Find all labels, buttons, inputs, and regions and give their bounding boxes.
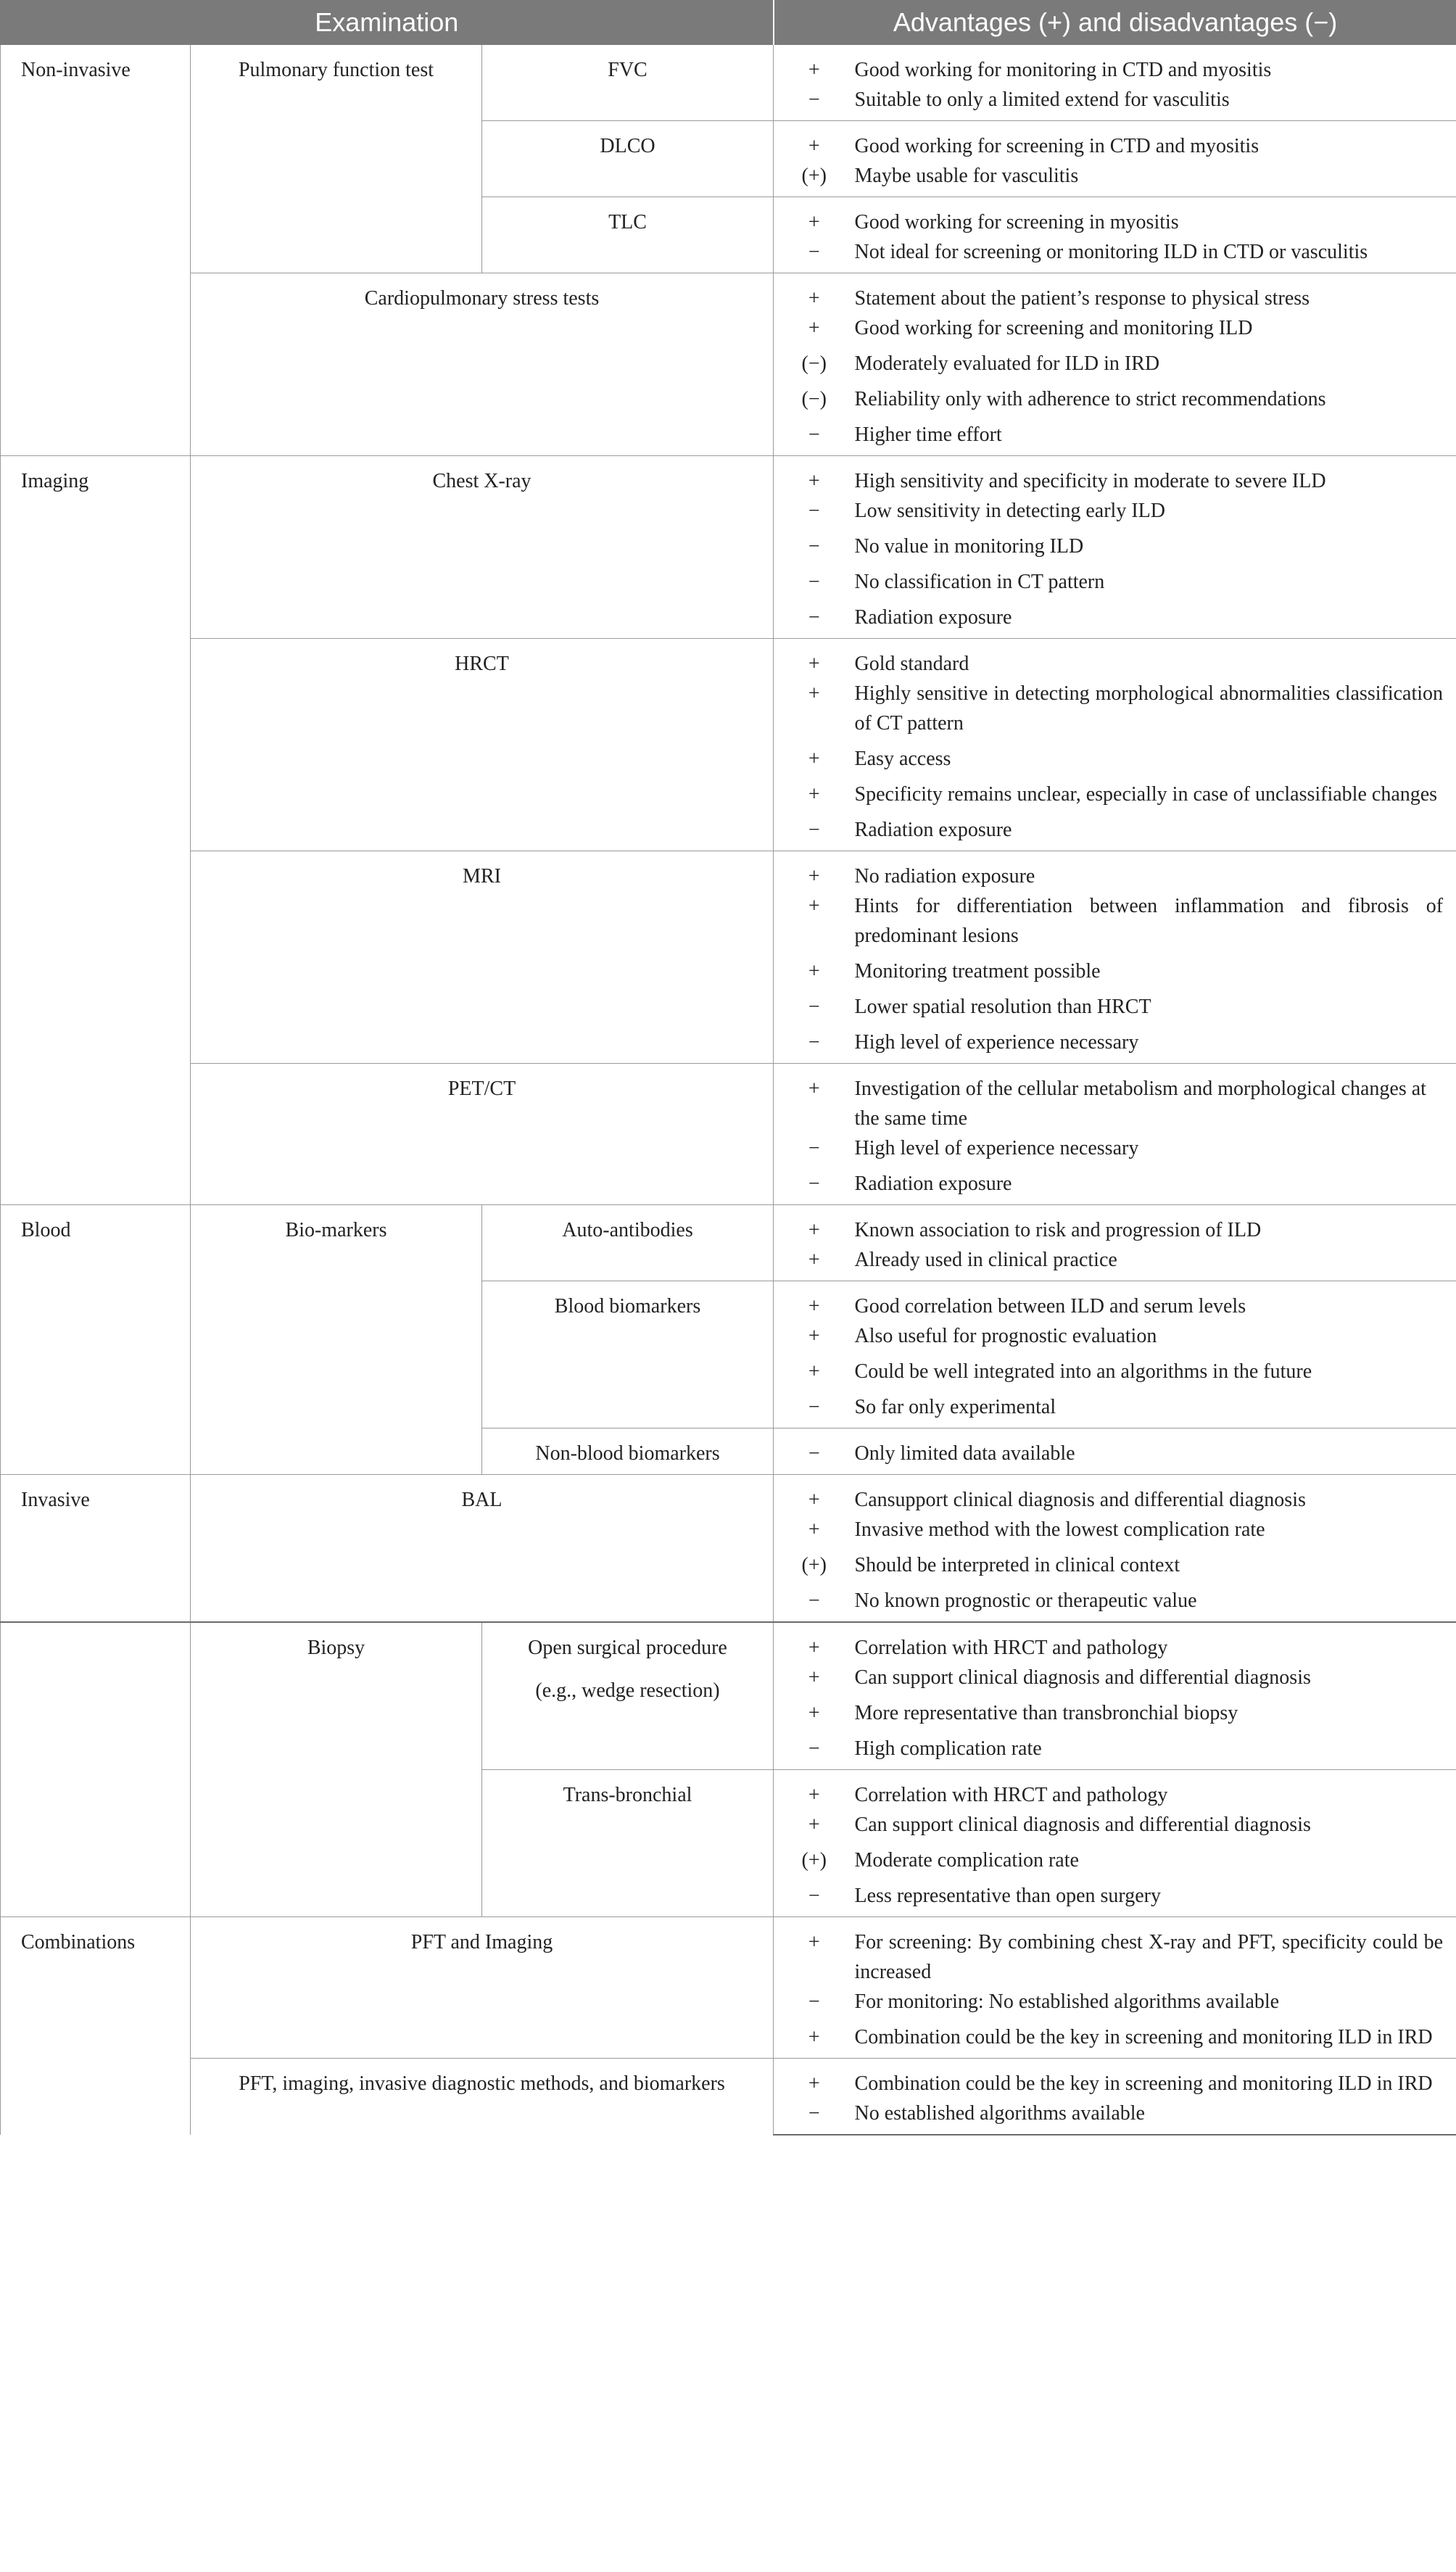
- item-symbol: −: [774, 420, 855, 456]
- item-text: Already used in clinical practice: [855, 1245, 1456, 1281]
- category-imaging: Imaging: [1, 456, 191, 1205]
- item-text: Can support clinical diagnosis and differential diagnosis: [855, 1810, 1456, 1845]
- item-symbol: +: [774, 639, 855, 679]
- item-text: Investigation of the cellular metabolism and morphological changes at the same time: [855, 1064, 1456, 1134]
- item-text: Cansupport clinical diagnosis and differential diagnosis: [855, 1475, 1456, 1516]
- item-symbol: +: [774, 1281, 855, 1322]
- item-symbol: +: [774, 1515, 855, 1550]
- item-symbol: +: [774, 851, 855, 892]
- item-symbol: +: [774, 1475, 855, 1516]
- category-invasive: Invasive: [1, 1475, 191, 1623]
- item-text: Moderately evaluated for ILD in IRD: [855, 349, 1456, 384]
- item-text: Maybe usable for vasculitis: [855, 161, 1456, 197]
- item-symbol: +: [774, 2059, 855, 2099]
- item-symbol: (−): [774, 349, 855, 384]
- category-non-invasive: Non-invasive: [1, 45, 191, 456]
- item-text: Gold standard: [855, 639, 1456, 679]
- item-text: Good working for screening and monitoring ILD: [855, 313, 1456, 349]
- item-text: For screening: By combining chest X-ray and PFT, specificity could be increased: [855, 1917, 1456, 1988]
- bal-label: BAL: [191, 1475, 774, 1623]
- item-symbol: −: [774, 1987, 855, 2022]
- item-text: Low sensitivity in detecting early ILD: [855, 496, 1456, 532]
- item-text: Highly sensitive in detecting morphological abnormalities classification of CT pattern: [855, 679, 1456, 744]
- item-symbol: +: [774, 891, 855, 956]
- item-symbol: +: [774, 679, 855, 744]
- open-surgical-procedure-line1: Open surgical procedure: [528, 1637, 727, 1659]
- item-symbol: +: [774, 1810, 855, 1845]
- item-symbol: +: [774, 780, 855, 815]
- item-text: Correlation with HRCT and pathology: [855, 1622, 1456, 1663]
- table-row: [1, 273, 1456, 314]
- item-text: Not ideal for screening or monitoring ILD in CTD or vasculitis: [855, 237, 1456, 273]
- table-row: [1, 1622, 1456, 1663]
- hrct-label: HRCT: [191, 639, 774, 851]
- item-text: Only limited data available: [855, 1428, 1456, 1475]
- item-text: Also useful for prognostic evaluation: [855, 1321, 1456, 1357]
- item-symbol: −: [774, 496, 855, 532]
- item-symbol: +: [774, 956, 855, 992]
- item-text: High level of experience necessary: [855, 1133, 1456, 1169]
- table-row: [1, 1064, 1456, 1134]
- item-text: Radiation exposure: [855, 1169, 1456, 1205]
- category-blood: Blood: [1, 1205, 191, 1475]
- item-symbol: +: [774, 1917, 855, 1988]
- table-row: [1, 851, 1456, 892]
- biopsy-label: Biopsy: [191, 1622, 482, 1917]
- item-text: Correlation with HRCT and pathology: [855, 1770, 1456, 1811]
- item-symbol: −: [774, 1428, 855, 1475]
- item-symbol: (+): [774, 1845, 855, 1881]
- item-text: Combination could be the key in screening and monitoring ILD in IRD: [855, 2059, 1456, 2099]
- item-symbol: +: [774, 1698, 855, 1734]
- chest-xray-label: Chest X-ray: [191, 456, 774, 639]
- header-examination: Examination: [1, 0, 774, 45]
- item-symbol: −: [774, 815, 855, 851]
- category-combinations: Combinations: [1, 1917, 191, 2135]
- item-text: Combination could be the key in screening and monitoring ILD in IRD: [855, 2022, 1456, 2059]
- item-text: High level of experience necessary: [855, 1027, 1456, 1064]
- item-symbol: +: [774, 456, 855, 497]
- item-text: No known prognostic or therapeutic value: [855, 1586, 1456, 1622]
- item-text: Suitable to only a limited extend for vasculitis: [855, 85, 1456, 121]
- item-symbol: (+): [774, 1550, 855, 1586]
- item-symbol: −: [774, 603, 855, 639]
- item-symbol: +: [774, 1770, 855, 1811]
- item-symbol: +: [774, 1357, 855, 1392]
- item-symbol: −: [774, 237, 855, 273]
- item-symbol: (+): [774, 161, 855, 197]
- item-symbol: −: [774, 1027, 855, 1064]
- item-text: Good correlation between ILD and serum levels: [855, 1281, 1456, 1322]
- item-text: Good working for screening in CTD and myositis: [855, 121, 1456, 162]
- table-row: [1, 45, 1456, 85]
- item-text: Known association to risk and progression of ILD: [855, 1205, 1456, 1246]
- item-symbol: −: [774, 85, 855, 121]
- item-text: So far only experimental: [855, 1392, 1456, 1428]
- item-text: Reliability only with adherence to strict recommendations: [855, 384, 1456, 420]
- item-symbol: +: [774, 273, 855, 314]
- item-symbol: +: [774, 1245, 855, 1281]
- item-symbol: −: [774, 1392, 855, 1428]
- item-symbol: −: [774, 532, 855, 567]
- pet-ct-label: PET/CT: [191, 1064, 774, 1205]
- item-text: Invasive method with the lowest complication rate: [855, 1515, 1456, 1550]
- item-symbol: +: [774, 1663, 855, 1698]
- item-symbol: (−): [774, 384, 855, 420]
- item-text: More representative than transbronchial biopsy: [855, 1698, 1456, 1734]
- item-symbol: +: [774, 121, 855, 162]
- tlc-label: TLC: [482, 197, 774, 273]
- open-surgical-procedure-label: [482, 1622, 774, 1770]
- blood-biomarkers-label: Blood biomarkers: [482, 1281, 774, 1428]
- cardiopulmonary-stress-tests-label: Cardiopulmonary stress tests: [191, 273, 774, 456]
- item-symbol: −: [774, 2098, 855, 2135]
- item-symbol: +: [774, 1064, 855, 1134]
- item-symbol: +: [774, 1205, 855, 1246]
- item-symbol: +: [774, 2022, 855, 2059]
- item-text: Moderate complication rate: [855, 1845, 1456, 1881]
- item-text: Radiation exposure: [855, 815, 1456, 851]
- fvc-label: FVC: [482, 45, 774, 121]
- category-invasive-continued: [1, 1622, 191, 1917]
- item-text: High sensitivity and specificity in moderate to severe ILD: [855, 456, 1456, 497]
- item-text: No established algorithms available: [855, 2098, 1456, 2135]
- table-row: [1, 456, 1456, 497]
- trans-bronchial-label: Trans-bronchial: [482, 1770, 774, 1917]
- item-symbol: −: [774, 992, 855, 1027]
- table-row: [1, 1917, 1456, 1988]
- item-symbol: +: [774, 197, 855, 238]
- all-methods-combination-label: PFT, imaging, invasive diagnostic methods, and biomarkers: [191, 2059, 774, 2135]
- item-text: No classification in CT pattern: [855, 567, 1456, 603]
- header-advantages: Advantages (+) and disadvantages (−): [774, 0, 1456, 45]
- item-text: Statement about the patient’s response to physical stress: [855, 273, 1456, 314]
- item-text: Easy access: [855, 744, 1456, 780]
- pulmonary-function-test-label: Pulmonary function test: [191, 45, 482, 273]
- item-symbol: +: [774, 313, 855, 349]
- dlco-label: DLCO: [482, 121, 774, 197]
- item-text: Hints for differentiation between inflammation and fibrosis of predominant lesions: [855, 891, 1456, 956]
- item-symbol: −: [774, 1133, 855, 1169]
- item-text: Higher time effort: [855, 420, 1456, 456]
- item-text: Specificity remains unclear, especially in case of unclassifiable changes: [855, 780, 1456, 815]
- mri-label: MRI: [191, 851, 774, 1064]
- item-symbol: +: [774, 1321, 855, 1357]
- bio-markers-label: Bio-markers: [191, 1205, 482, 1475]
- item-symbol: +: [774, 744, 855, 780]
- table-header-row: [1, 0, 1456, 45]
- open-surgical-procedure-line2: (e.g., wedge resection): [535, 1679, 720, 1702]
- item-text: No radiation exposure: [855, 851, 1456, 892]
- auto-antibodies-label: Auto-antibodies: [482, 1205, 774, 1281]
- item-symbol: −: [774, 1881, 855, 1917]
- item-symbol: +: [774, 45, 855, 85]
- item-text: Radiation exposure: [855, 603, 1456, 639]
- item-symbol: −: [774, 1734, 855, 1770]
- item-text: No value in monitoring ILD: [855, 532, 1456, 567]
- item-text: Less representative than open surgery: [855, 1881, 1456, 1917]
- table-row: [1, 1475, 1456, 1516]
- item-text: Lower spatial resolution than HRCT: [855, 992, 1456, 1027]
- item-symbol: −: [774, 567, 855, 603]
- table-row: [1, 639, 1456, 679]
- item-text: Monitoring treatment possible: [855, 956, 1456, 992]
- pft-and-imaging-label: PFT and Imaging: [191, 1917, 774, 2059]
- item-text: High complication rate: [855, 1734, 1456, 1770]
- table-row: [1, 1205, 1456, 1246]
- item-text: Good working for screening in myositis: [855, 197, 1456, 238]
- item-symbol: −: [774, 1586, 855, 1622]
- item-text: Can support clinical diagnosis and differential diagnosis: [855, 1663, 1456, 1698]
- item-symbol: −: [774, 1169, 855, 1205]
- table-row: [1, 2059, 1456, 2099]
- item-symbol: +: [774, 1622, 855, 1663]
- non-blood-biomarkers-label: Non-blood biomarkers: [482, 1428, 774, 1475]
- item-text: Should be interpreted in clinical context: [855, 1550, 1456, 1586]
- item-text: Could be well integrated into an algorithms in the future: [855, 1357, 1456, 1392]
- item-text: Good working for monitoring in CTD and myositis: [855, 45, 1456, 85]
- item-text: For monitoring: No established algorithms available: [855, 1987, 1456, 2022]
